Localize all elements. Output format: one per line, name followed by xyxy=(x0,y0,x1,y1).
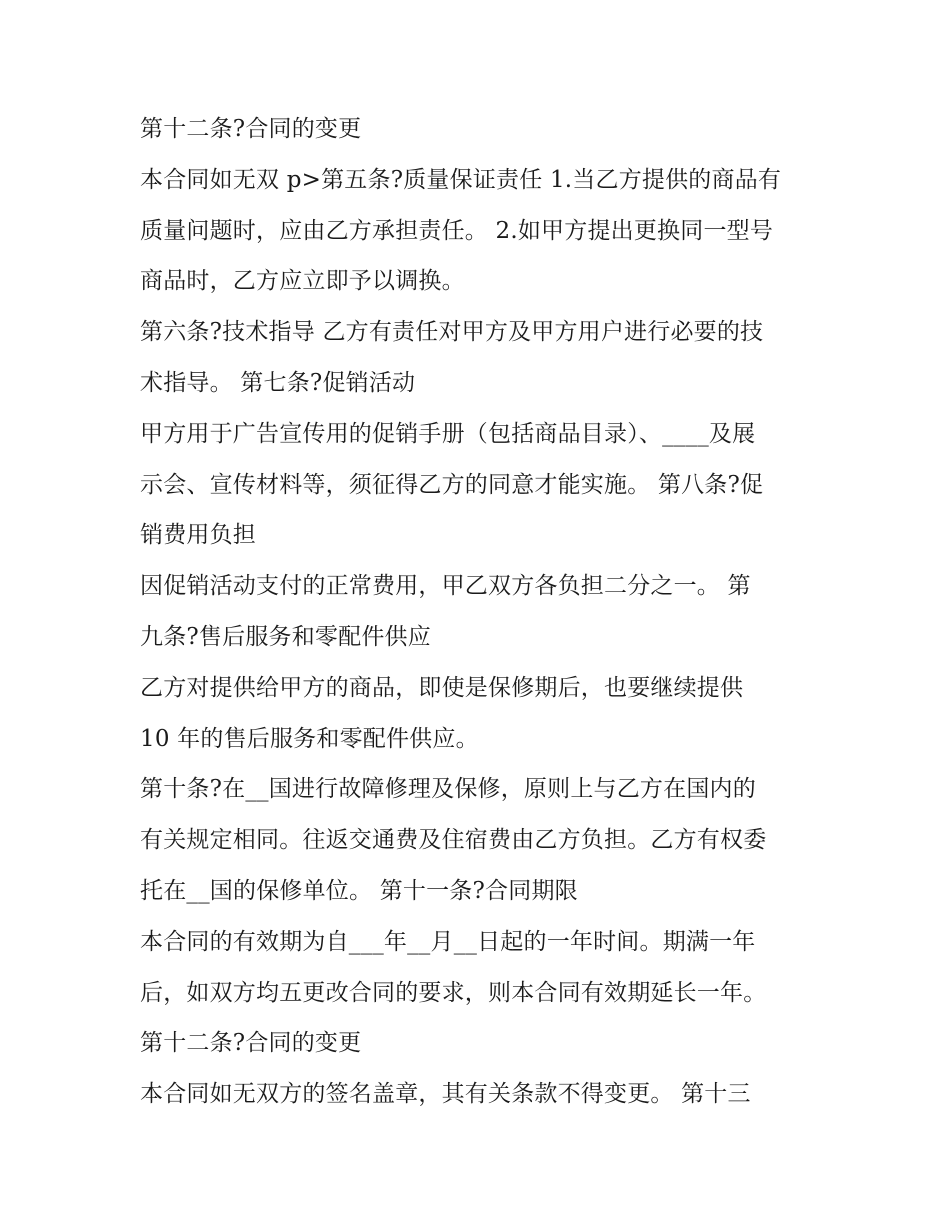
text-line: 术指导。 第七条?促销活动 xyxy=(140,369,416,396)
text-line: 第十二条?合同的变更 xyxy=(140,116,362,142)
text-line: 商品时，乙方应立即予以调换。 xyxy=(140,268,465,295)
text-line: 示会、宣传材料等，须征得乙方的同意才能实施。 第八条?促 xyxy=(140,471,764,498)
text-line: 销费用负担 xyxy=(140,522,256,549)
text-line: 托在__国的保修单位。 第十一条?合同期限 xyxy=(140,877,578,904)
text-line: 本合同的有效期为自___年__月__日起的一年时间。期满一年 xyxy=(140,928,756,955)
text-line: 质量问题时，应由乙方承担责任。 2.如甲方提出更换同一型号 xyxy=(140,217,774,244)
text-line: 甲方用于广告宣传用的促销手册（包括商品目录）、____及展 xyxy=(140,420,756,447)
text-line: 本合同如无双方的签名盖章，其有关条款不得变更。 第十三 xyxy=(140,1081,751,1108)
text-line: 因促销活动支付的正常费用，甲乙双方各负担二分之一。 第 xyxy=(140,573,751,600)
document-text xyxy=(140,104,830,1120)
text-line: 第十条?在__国进行故障修理及保修，原则上与乙方在国内的 xyxy=(140,776,756,803)
text-line: 第十二条?合同的变更 xyxy=(140,1030,362,1057)
text-line: 后，如双方均五更改合同的要求，则本合同有效期延长一年。 xyxy=(140,979,767,1006)
text-line: 九条?售后服务和零配件供应 xyxy=(140,623,431,650)
text-line: 本合同如无双 p>第五条?质量保证责任 1.当乙方提供的商品有 xyxy=(140,166,782,193)
text-line: 有关规定相同。往返交通费及住宿费由乙方负担。乙方有权委 xyxy=(140,827,767,854)
text-line: 乙方对提供给甲方的商品，即使是保修期后，也要继续提供 xyxy=(140,674,744,701)
text-line: 第六条?技术指导 乙方有责任对甲方及甲方用户进行必要的技 xyxy=(140,319,764,346)
text-line: 10 年的售后服务和零配件供应。 xyxy=(140,725,479,752)
